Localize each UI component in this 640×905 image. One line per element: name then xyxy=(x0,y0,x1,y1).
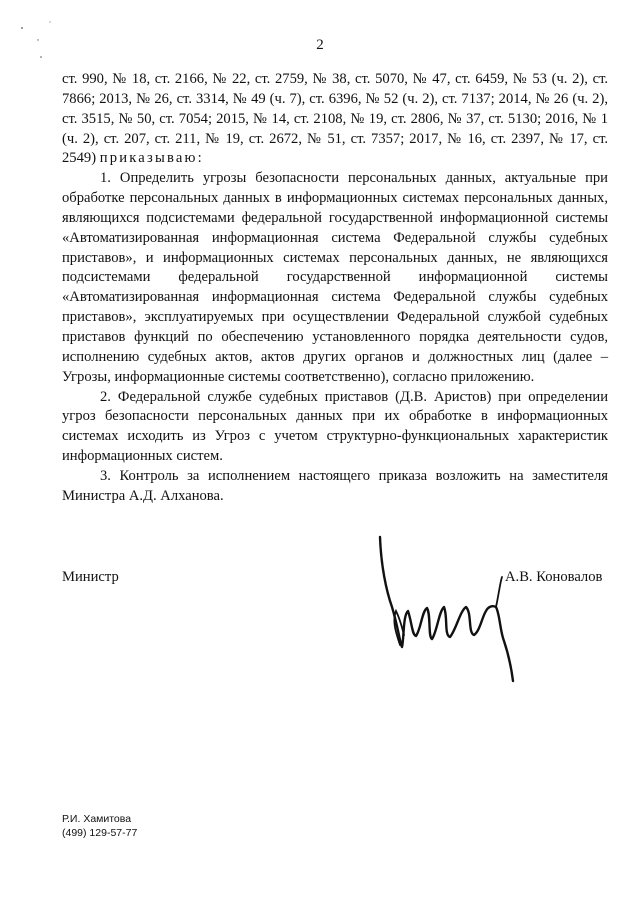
paragraph-intro xyxy=(62,70,608,169)
executor-name: Р.И. Хамитова xyxy=(62,813,132,825)
page-number: 2 xyxy=(316,37,324,53)
executor-phone: (499) 129-57-77 xyxy=(62,827,138,839)
paragraph-item-2: 2. Федеральной службе судебных приставов (Д.В. Аристов) при определении угроз безопасности персональных данных при их обработке в информационных системах исходить из Угроз с учетом структурно-функциональных характеристик информационных систем. xyxy=(62,388,608,465)
legal-references: ст. 990, № 18, ст. 2166, № 22, ст. 2759, № 38, ст. 5070, № 47, ст. 6459, № 53 (ч. 2), ст. 7866; 2013, № 26, ст. 3314, № 49 (ч. 7), ст. 6396, № 52 (ч. 2), ст. 7137; 2014, № 26 (ч. 2), ст. 3515, № 50, ст. 7054; 2015, № 14, ст. 2108, № 19, ст. 2806, № 37, ст. 5130; 2016, № 1 (ч. 2), ст. 207, ст. 211, № 19, ст. 2672, № 51, ст. 7357; 2017, № 16, ст. 2397, № 17, ст. 2549) xyxy=(62,71,608,167)
paragraph-item-1: 1. Определить угрозы безопасности персональных данных, актуальные при обработке персональных данных в информационных системах персональных данных, являющихся подсистемами федеральной государственной информационной системы «Автоматизированная информационная система Федеральной службы судебных приставов», и информационных системах персональных данных, не являющихся подсистемами федеральной государственной информационной системы «Автоматизированная информационная система Федеральной службы судебных приставов», эксплуатируемых при осуществлении Федеральной службой судебных приставов функций по обеспечению установленного порядка деятельности судов, исполнению судебных актов, актов других органов и должностных лиц (далее – Угрозы, информационные системы соответственно), согласно приложению. xyxy=(62,170,608,385)
executor-block xyxy=(62,812,137,840)
document-body xyxy=(62,70,608,507)
order-word: приказываю: xyxy=(99,150,204,167)
paragraph-item-3: 3. Контроль за исполнением настоящего приказа возложить на заместителя Министра А.Д. Алханова. xyxy=(62,467,608,504)
signatory-title: Министр xyxy=(62,569,119,585)
handwritten-signature xyxy=(378,535,518,685)
signatory-name: А.В. Коновалов xyxy=(505,569,603,585)
